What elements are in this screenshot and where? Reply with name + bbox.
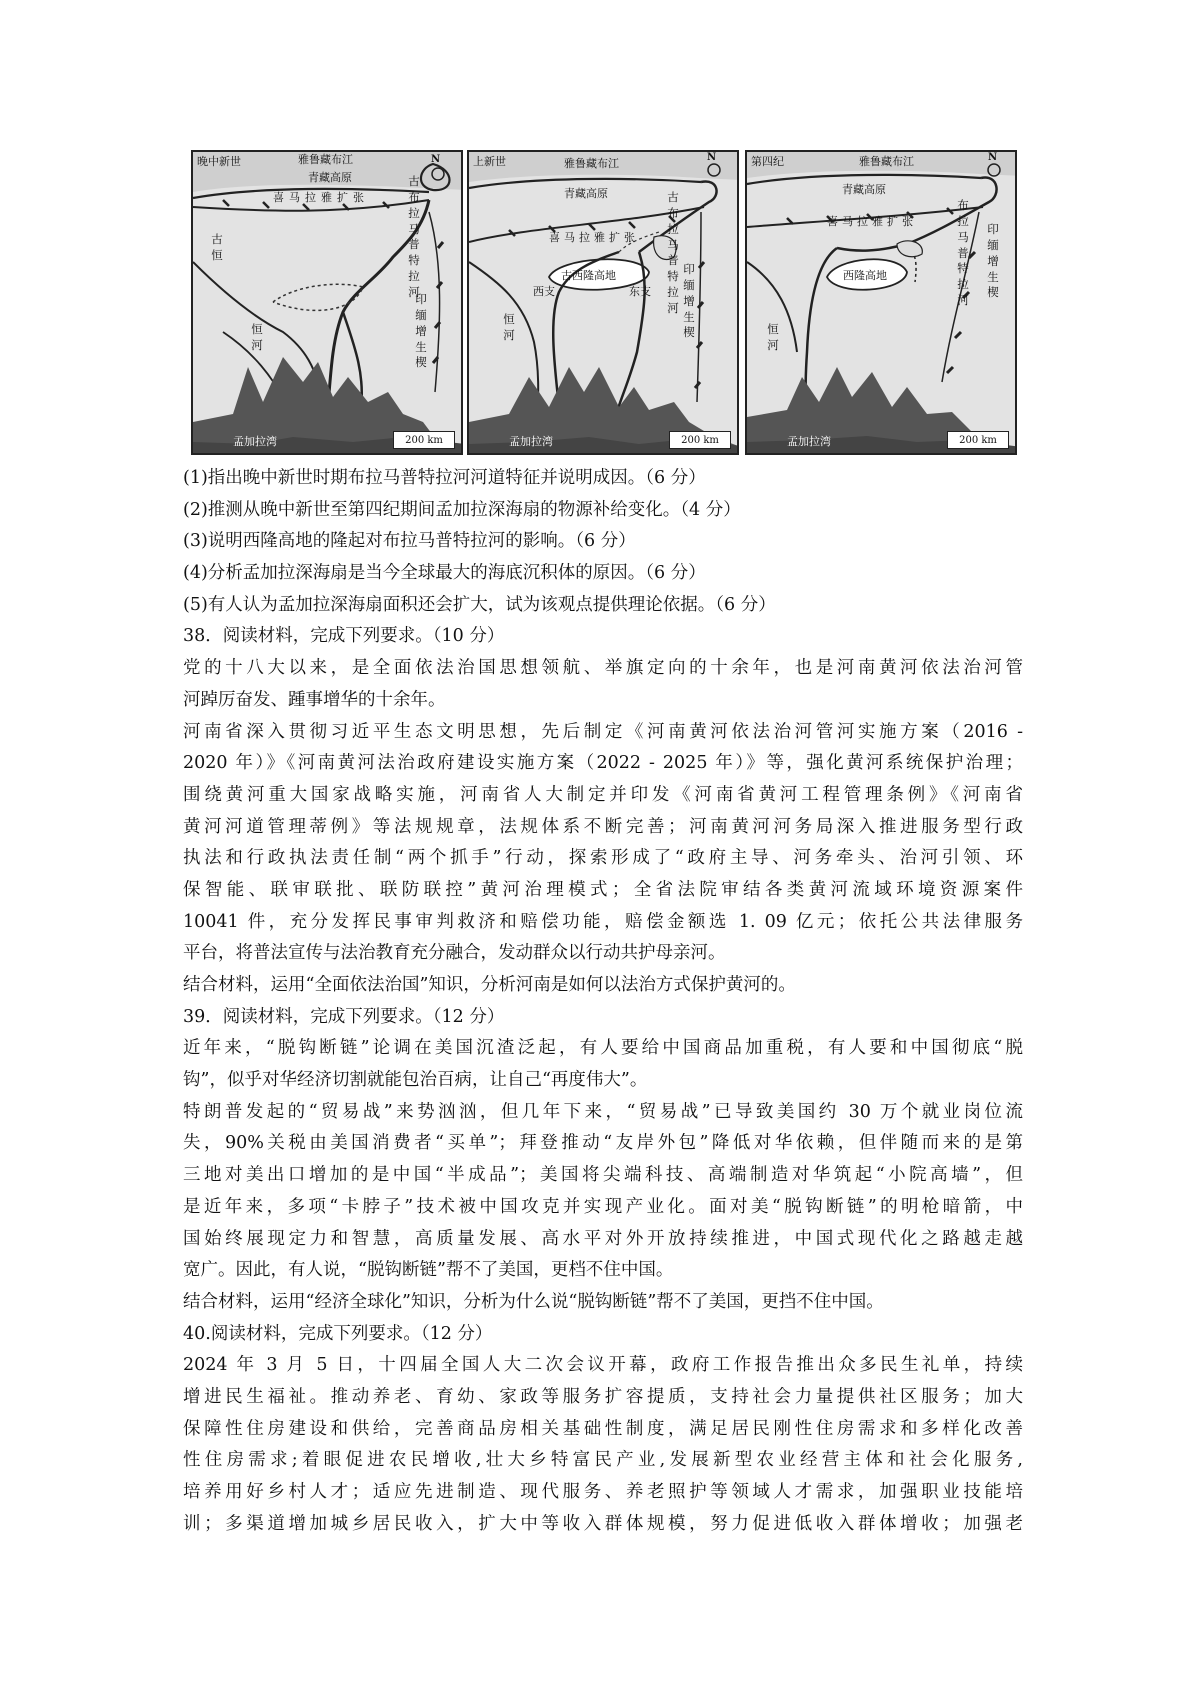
- question-2: (2)推测从晚中新世至第四纪期间孟加拉深海扇的物源补给变化。（4 分）: [183, 499, 741, 520]
- ganges-label: 恒 河: [767, 322, 779, 352]
- question-4: (4)分析孟加拉深海扇是当今全球最大的海底沉积体的原因。（6 分）: [183, 563, 706, 584]
- period-label: 第四纪: [751, 155, 784, 168]
- sea-label: 孟加拉湾: [233, 435, 277, 448]
- map-quaternary: [745, 150, 1017, 455]
- q40-header: 40.阅读材料，完成下列要求。（12 分）: [183, 1323, 493, 1344]
- q39-line: 失，90%关税由美国消费者“买单”；拜登推动“友岸外包”降低对华依赖，但伴随而来的是第: [183, 1133, 1023, 1154]
- q39-line: 国始终展现定力和智慧，高质量发展、高水平对外开放持续推进，中国式现代化之路越走越: [183, 1228, 1023, 1249]
- north-arrow: N: [707, 152, 717, 163]
- q38-line: 10041 件，充分发挥民事审判救济和赔偿功能，赔偿金额选 1. 09 亿元；依托公共法律服务: [183, 911, 1023, 932]
- shillong-label: 西隆高地: [843, 269, 887, 282]
- map-pliocene: [467, 150, 739, 455]
- q39-line: 三地对美出口增加的是中国“半成品”；美国将尖端科技、高端制造对华筑起“小院高墙”，但: [183, 1165, 1023, 1186]
- sea-label: 孟加拉湾: [787, 435, 831, 448]
- plateau-label: 青藏高原: [842, 183, 886, 196]
- question-5: (5)有人认为孟加拉深海扇面积还会扩大，试为该观点提供理论依据。（6 分）: [183, 594, 776, 615]
- brahmaputra-label: 古 布 拉 马 普 特 拉 河: [408, 174, 420, 300]
- scale-bar: 200 km: [947, 431, 1009, 449]
- q39-header: 39．阅读材料，完成下列要求。（12 分）: [183, 1006, 505, 1027]
- q40-line: 培养用好乡村人才；适应先进制造、现代服务、养老照护等领域人才需求，加强职业技能培: [183, 1482, 1023, 1502]
- north-arrow: N: [431, 154, 441, 165]
- q38-line: 黄河河道管理蒂例》等法规规章，法规体系不断完善；河南黄河河务局深入推进服务型行政: [183, 816, 1023, 837]
- q40-line: 2024 年 3 月 5 日，十四届全国人大二次会议开幕，政府工作报告推出众多民生礼单，持续: [183, 1355, 1023, 1376]
- q39-line: 是近年来，多项“卡脖子”技术被中国攻克并实现产业化。面对美“脱钩断链”的明枪暗箭，中: [183, 1196, 1023, 1217]
- q38-line: 围绕黄河重大国家战略实施，河南省人大制定并印发《河南省黄河工程管理条例》《河南省: [183, 784, 1023, 805]
- shillong-label: 古西隆高地: [561, 269, 616, 282]
- q38-line: 党的十八大以来，是全面依法治国思想领航、举旗定向的十余年，也是河南黄河依法治河管: [183, 658, 1023, 679]
- map-3-drawing: [747, 152, 1017, 455]
- plateau-label: 青藏高原: [308, 171, 352, 184]
- q38-line: 河踔厉奋发、踵事增华的十余年。: [183, 689, 446, 710]
- q40-line: 增进民生福祉。推动养老、育幼、家政等服务扩容提质，支持社会力量提供社区服务；加大: [183, 1386, 1023, 1407]
- q39-line: 钩”，似乎对华经济切割就能包治百病，让自己“再度伟大”。: [183, 1070, 648, 1091]
- yarlung-label: 雅鲁藏布江: [859, 155, 914, 168]
- q39-line: 特朗普发起的“贸易战”来势汹汹，但几年下来，“贸易战”已导致美国约 30 万个就业岗位流: [183, 1101, 1023, 1122]
- q38-line: 结合材料，运用“全面依法治国”知识，分析河南是如何以法治方式保护黄河的。: [183, 975, 796, 995]
- scale-bar: 200 km: [393, 431, 455, 449]
- brahmaputra-label: 古 布 拉 马 普 特 拉 河: [667, 190, 679, 316]
- q38-line: 2020 年）》《河南黄河法治政府建设实施方案（2022 - 2025 年）》等，强化黄河系统保护治理；: [183, 753, 1023, 774]
- yarlung-label: 雅鲁藏布江: [298, 153, 353, 166]
- himalaya-label: 喜马拉雅扩张: [273, 191, 369, 204]
- q40-line: 训；多渠道增加城乡居民收入，扩大中等收入群体规模，努力促进低收入群体增收；加强老: [183, 1513, 1023, 1534]
- question-text: [183, 463, 1023, 1540]
- period-label: 晚中新世: [197, 155, 241, 168]
- q38-line: 平台，将普法宣传与法治教育充分融合，发动群众以行动共护母亲河。: [183, 943, 726, 964]
- brahmaputra-label: 布 拉 马 普 特 拉 河: [957, 198, 969, 308]
- q38-header: 38．阅读材料，完成下列要求。（10 分）: [183, 626, 505, 647]
- question-3: (3)说明西隆高地的隆起对布拉马普特拉河的影响。（6 分）: [183, 531, 636, 552]
- q40-line: 性住房需求;着眼促进农民增收,壮大乡特富民产业,发展新型农业经营主体和社会化服务,: [183, 1450, 1023, 1471]
- indo-burma-label: 印 缅 增 生 楔: [415, 292, 427, 370]
- himalaya-label: 喜马拉雅扩张: [827, 215, 917, 228]
- sea-label: 孟加拉湾: [509, 435, 553, 448]
- map-figure: [191, 150, 1020, 455]
- west-branch-label: 西支: [533, 285, 555, 298]
- indo-burma-label: 印 缅 增 生 楔: [683, 262, 695, 340]
- ganges-label: 恒 河: [251, 322, 263, 352]
- north-arrow: N: [988, 152, 998, 163]
- q38-line: 执法和行政执法责任制“两个抓手”行动，探索形成了“政府主导、河务牵头、治河引领、环: [183, 848, 1023, 869]
- q40-line: 保障性住房建设和供给，完善商品房相关基础性制度，满足居民刚性住房需求和多样化改善: [183, 1418, 1023, 1439]
- q38-line: 河南省深入贯彻习近平生态文明思想，先后制定《河南黄河依法治河管河实施方案（2016 -: [183, 721, 1023, 742]
- yarlung-label: 雅鲁藏布江: [564, 157, 619, 170]
- q38-line: 保智能、联审联批、联防联控”黄河治理模式；全省法院审结各类黄河流域环境资源案件: [183, 879, 1023, 900]
- q39-line: 近年来，“脱钩断链”论调在美国沉渣泛起，有人要给中国商品加重税，有人要和中国彻底“脱: [183, 1038, 1023, 1059]
- map-late-miocene: [191, 150, 463, 455]
- himalaya-label: 喜马拉雅扩张: [549, 231, 639, 244]
- q39-line: 宽广。因此，有人说，“脱钩断链”帮不了美国，更档不住中国。: [183, 1260, 674, 1281]
- indo-burma-label: 印 缅 增 生 楔: [987, 222, 999, 300]
- question-1: (1)指出晚中新世时期布拉马普特拉河河道特征并说明成因。（6 分）: [183, 468, 706, 488]
- scale-bar: 200 km: [669, 431, 731, 449]
- period-label: 上新世: [473, 155, 506, 168]
- ganges-label: 恒 河: [503, 312, 515, 342]
- east-branch-label: 东支: [629, 285, 651, 298]
- plateau-label: 青藏高原: [564, 187, 608, 200]
- q39-line: 结合材料，运用“经济全球化”知识，分析为什么说“脱钩断链”帮不了美国，更挡不住中国。: [183, 1291, 884, 1312]
- paleo-ganges-label: 古 恒: [211, 232, 223, 262]
